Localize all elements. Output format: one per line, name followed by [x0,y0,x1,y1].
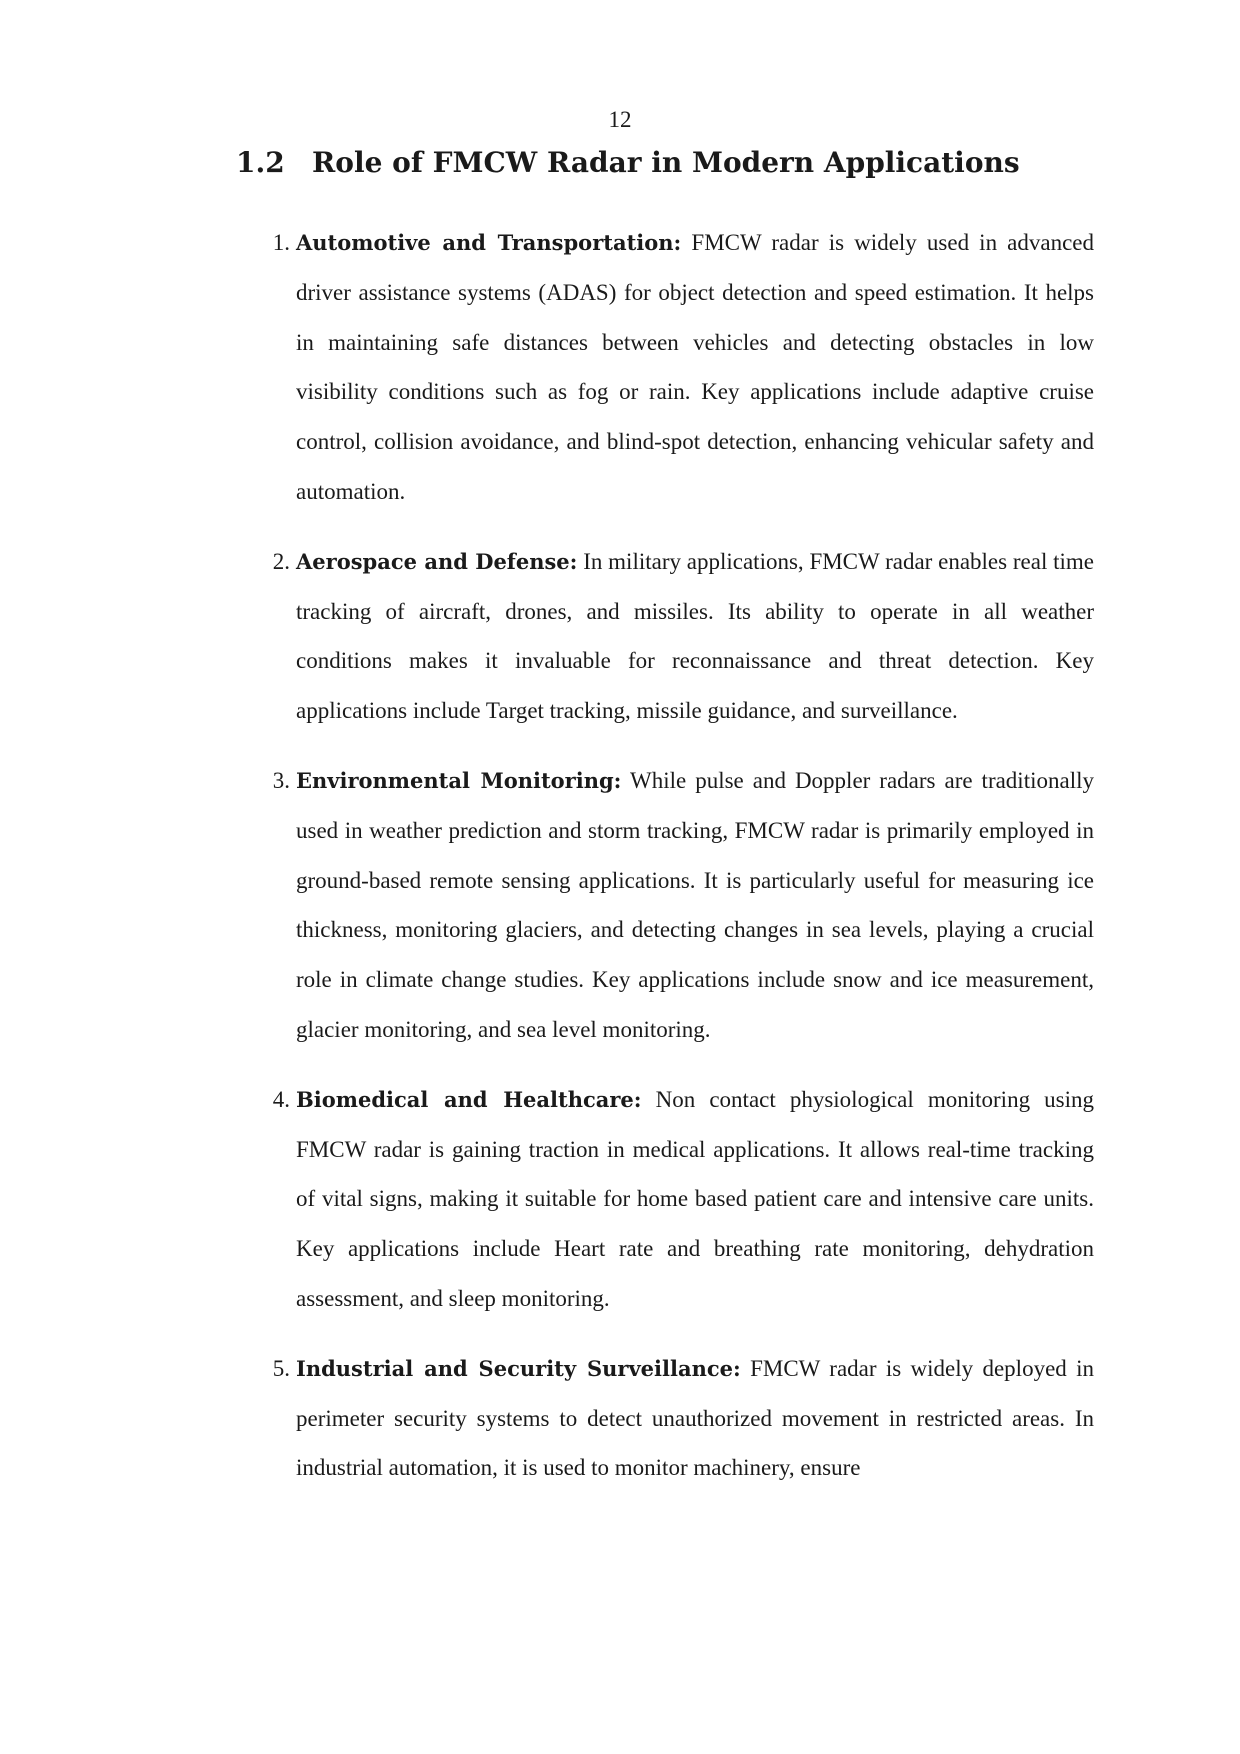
list-marker: 4. [272,1086,290,1112]
item-lead: Industrial and Security Surveillance: [296,1355,741,1381]
item-text: In military applications, FMCW radar enables real time tracking of aircraft, drones, and missiles. Its ability to operate in all weather conditions makes it invaluable for reconnaissance and threat detection. Key applications include Target tracking, missile guidance, and surveillance. [296,548,1095,724]
applications-list [272,218,1095,1513]
item-text: Non contact physiological monitoring using FMCW radar is gaining traction in medical applications. It allows real-time tracking of vital signs, making it suitable for home based patient care and intensive care units. Key applications include Heart rate and breathing rate monitoring, dehydration assessment, and sleep monitoring. [296,1086,1095,1311]
list-marker: 2. [272,548,290,574]
item-text: FMCW radar is widely deployed in perimeter security systems to detect unauthorized movement in restricted areas. In industrial automation, it is used to monitor machinery, ensure [296,1355,1095,1481]
list-item [272,1075,1095,1324]
list-item [272,1344,1095,1493]
item-lead: Automotive and Transportation: [296,230,682,255]
item-lead: Biomedical and Healthcare: [296,1086,642,1112]
list-marker: 3. [272,767,290,793]
item-text: FMCW radar is widely used in advanced driver assistance systems (ADAS) for object detection and speed estimation. It helps in maintaining safe distances between vehicles and detecting obstacles in low visibility conditions such as fog or rain. Key applications include adaptive cruise control, collision avoidance, and blind-spot detection, enhancing vehicular safety and automation. [296,230,1095,504]
list-item [272,756,1094,1055]
list-marker: 5. [272,1355,290,1381]
item-text: While pulse and Doppler radars are traditionally used in weather prediction and storm tracking, FMCW radar is primarily employed in ground-based remote sensing applications. It is particularly useful for measuring ice thickness, monitoring glaciers, and detecting changes in sea levels, playing a crucial role in climate change studies. Key applications include snow and ice measurement, glacier monitoring, and sea level monitoring. [296,767,1094,1042]
list-marker: 1. [272,230,290,255]
section-title: Role of FMCW Radar in Modern Applications [312,146,1020,179]
section-number: 1.2 [236,146,285,179]
item-lead: Aerospace and Defense: [296,548,578,574]
list-item [272,537,1095,736]
list-item [272,218,1095,517]
section-heading [236,143,1096,183]
page-number: 12 [608,107,632,132]
item-lead: Environmental Monitoring: [296,767,622,793]
